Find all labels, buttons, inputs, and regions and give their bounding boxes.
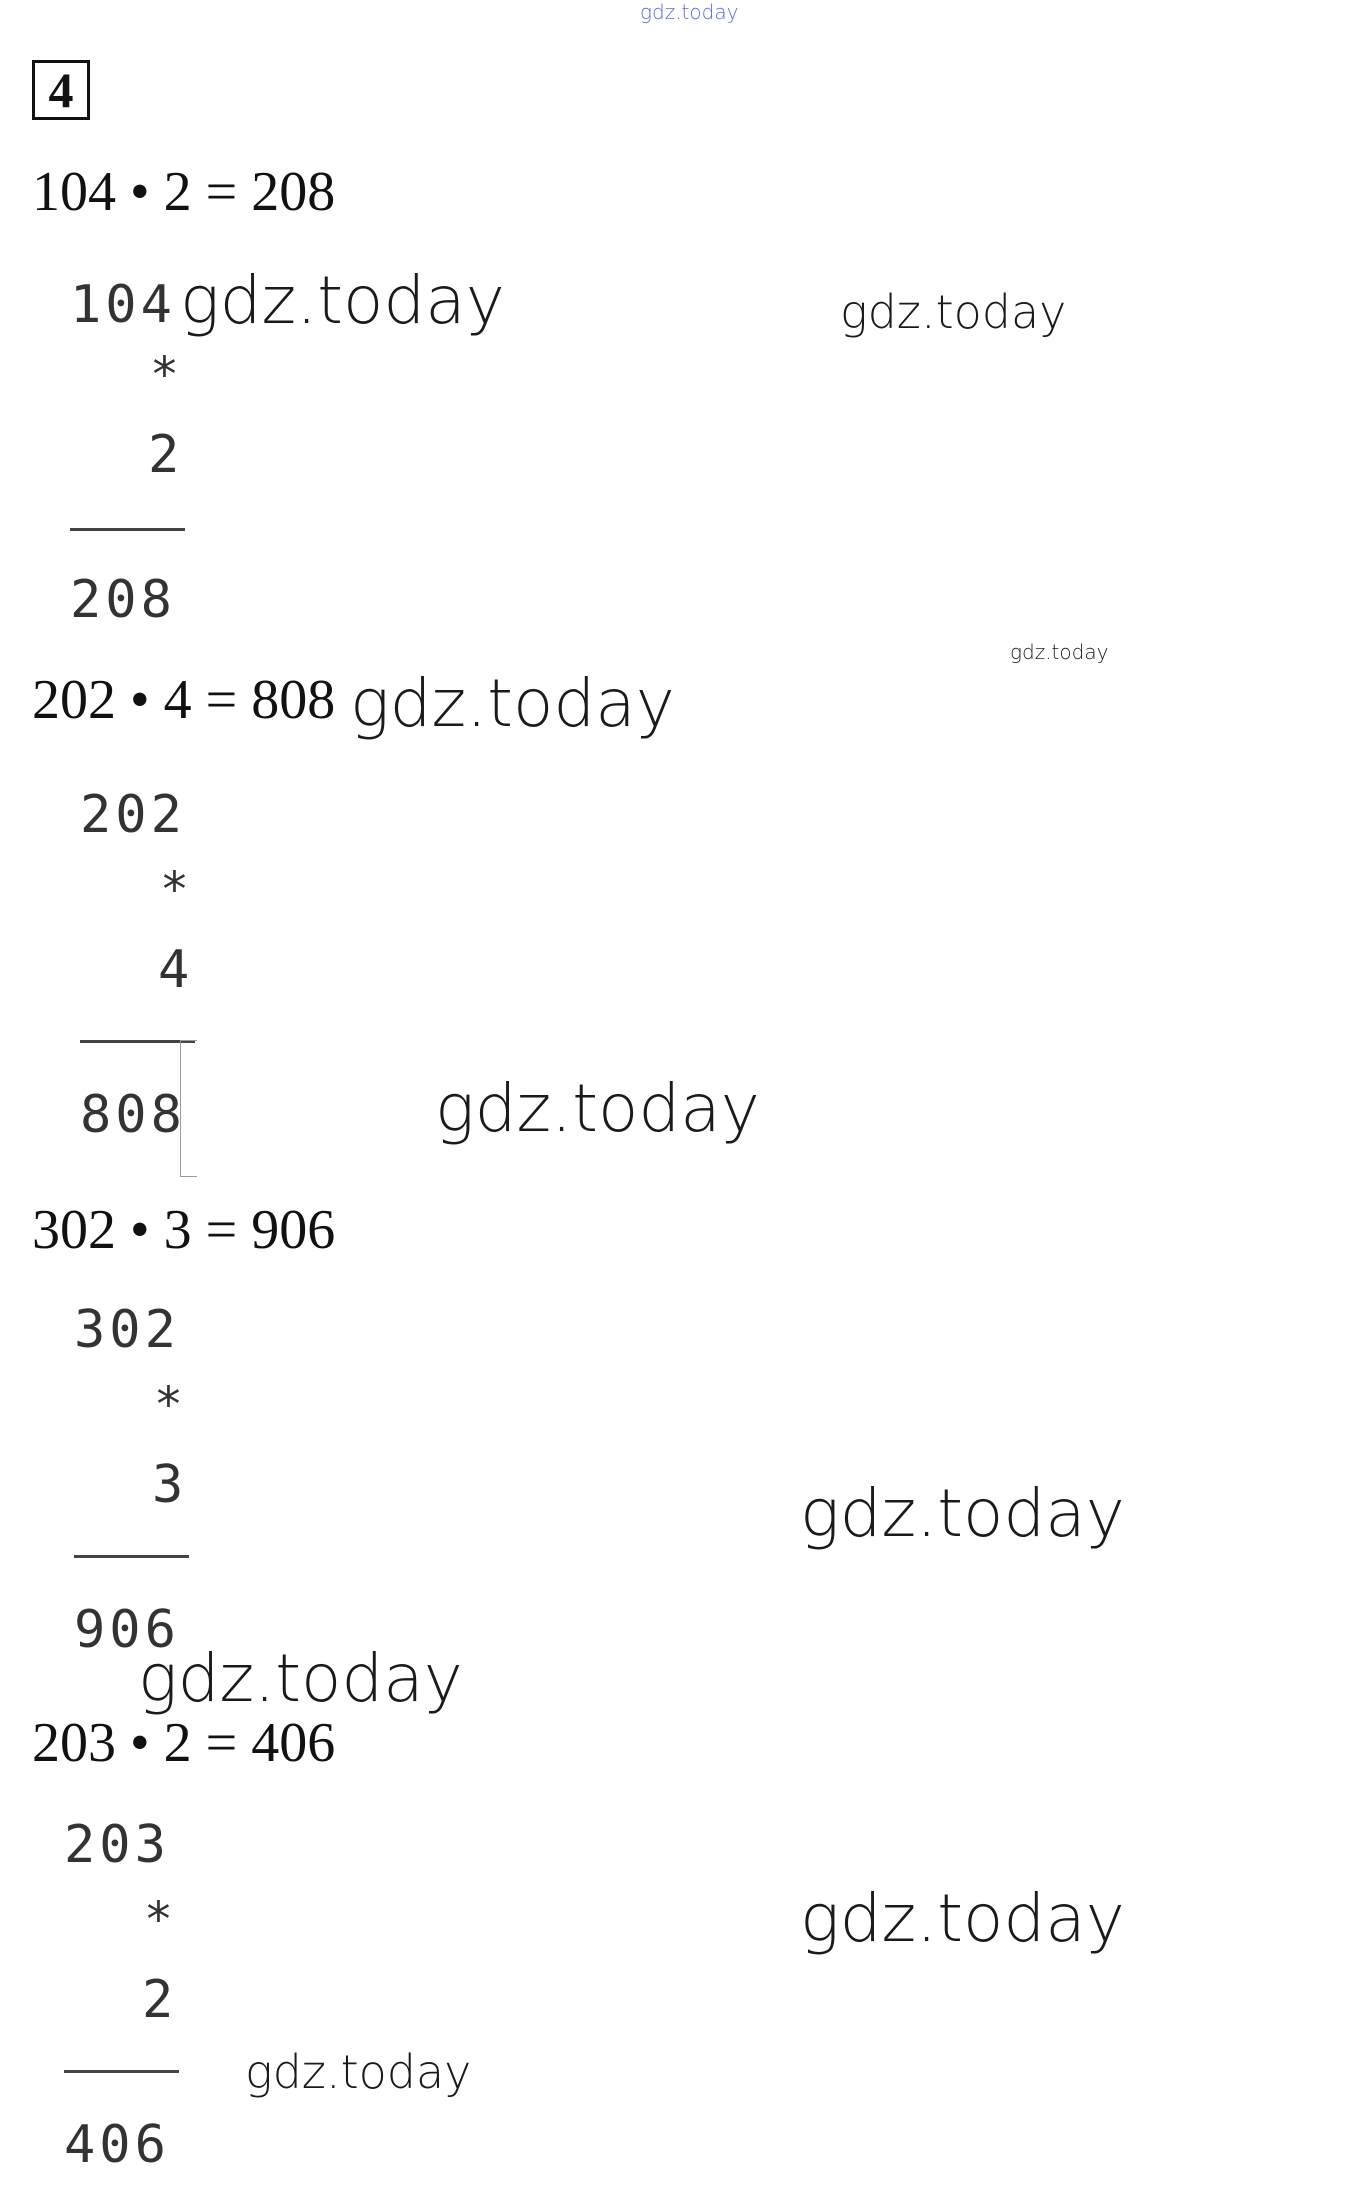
watermark-1: gdz.today	[180, 262, 505, 339]
result-rule-3	[74, 1555, 189, 1558]
watermark-3: gdz.today	[1010, 640, 1109, 664]
multiplier-1: 2	[148, 425, 184, 485]
watermark-9: gdz.today	[245, 2045, 472, 2099]
result-3: 906	[74, 1600, 180, 1660]
multiplier-4: 2	[142, 1970, 178, 2030]
result-1: 208	[70, 570, 176, 630]
watermark-5: gdz.today	[435, 1070, 760, 1147]
watermark-6: gdz.today	[800, 1475, 1125, 1552]
watermark-top: gdz.today	[640, 0, 739, 24]
operator-1: *	[150, 347, 179, 403]
selection-bracket	[180, 1040, 197, 1177]
result-rule-2	[80, 1040, 195, 1043]
result-4: 406	[64, 2115, 170, 2175]
watermark-2: gdz.today	[840, 285, 1067, 339]
result-rule-4	[64, 2070, 179, 2073]
equation-4: 203 • 2 = 406	[32, 1712, 336, 1774]
watermark-8: gdz.today	[800, 1880, 1125, 1957]
operator-4: *	[144, 1892, 173, 1948]
result-rule-1	[70, 528, 185, 531]
multiplicand-3: 302	[74, 1300, 180, 1360]
operator-2: *	[160, 862, 189, 918]
operator-3: *	[154, 1377, 183, 1433]
watermark-4: gdz.today	[350, 665, 675, 742]
multiplicand-4: 203	[64, 1815, 170, 1875]
multiplicand-1: 104	[70, 275, 176, 335]
watermark-7: gdz.today	[138, 1640, 463, 1717]
multiplier-3: 3	[152, 1455, 188, 1515]
result-2: 808	[80, 1085, 186, 1145]
task-number-box: 4	[32, 60, 90, 120]
multiplicand-2: 202	[80, 785, 186, 845]
multiplier-2: 4	[158, 940, 194, 1000]
equation-1: 104 • 2 = 208	[32, 161, 336, 223]
equation-2: 202 • 4 = 808	[32, 669, 336, 731]
equation-3: 302 • 3 = 906	[32, 1199, 336, 1261]
